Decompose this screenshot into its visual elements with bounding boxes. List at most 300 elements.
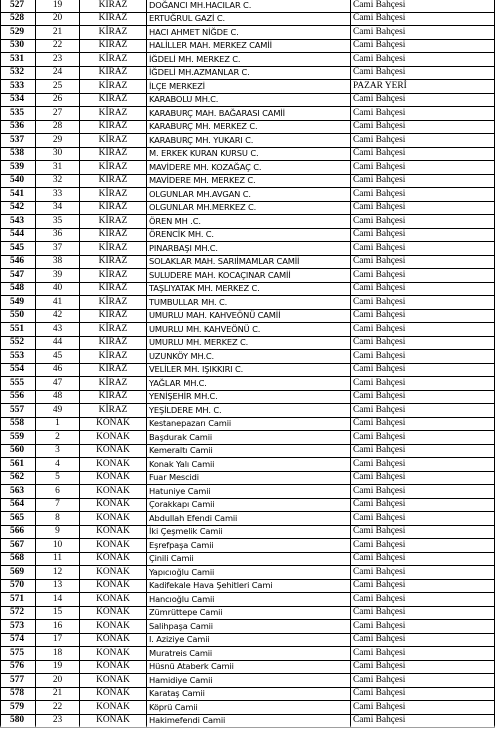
district-cell: KONAK [80, 458, 147, 472]
table-row [1, 39, 495, 53]
district-index-cell: 15 [36, 606, 80, 620]
area-type-cell: Cami Bahçesi [351, 363, 495, 377]
row-number-cell: 561 [1, 458, 36, 472]
area-type-cell: Cami Bahçesi [351, 525, 495, 539]
table-row [1, 93, 495, 107]
location-cell: YEŞİLDERE MH. C. [147, 404, 351, 418]
area-type-cell: Cami Bahçesi [351, 0, 495, 12]
location-cell: HALİLLER MAH. MERKEZ CAMİİ [147, 39, 351, 53]
row-number-cell: 537 [1, 134, 36, 148]
district-cell: KONAK [80, 647, 147, 661]
location-cell: PINARBAŞI MH.C. [147, 242, 351, 256]
location-cell: Hamidiye Camii [147, 674, 351, 688]
district-cell: KONAK [80, 701, 147, 715]
location-cell: KARABURÇ MH. MERKEZ C. [147, 120, 351, 134]
area-type-cell: Cami Bahçesi [351, 647, 495, 661]
area-type-cell: Cami Bahçesi [351, 228, 495, 242]
row-number-cell: 552 [1, 336, 36, 350]
district-index-cell: 21 [36, 687, 80, 701]
row-number-cell: 570 [1, 579, 36, 593]
area-type-cell: Cami Bahçesi [351, 309, 495, 323]
district-index-cell: 39 [36, 269, 80, 283]
district-cell: KİRAZ [80, 80, 147, 94]
row-number-cell: 546 [1, 255, 36, 269]
location-cell: Hancıoğlu Camii [147, 593, 351, 607]
district-index-cell: 48 [36, 390, 80, 404]
row-number-cell: 553 [1, 350, 36, 364]
row-number-cell: 569 [1, 566, 36, 580]
district-cell: KİRAZ [80, 26, 147, 40]
area-type-cell: Cami Bahçesi [351, 471, 495, 485]
row-number-cell: 580 [1, 714, 36, 728]
table-row [1, 404, 495, 418]
table-row [1, 390, 495, 404]
row-number-cell: 558 [1, 417, 36, 431]
location-cell: İĞDELİ MH. MERKEZ C. [147, 53, 351, 67]
row-number-cell: 577 [1, 674, 36, 688]
row-number-cell: 575 [1, 647, 36, 661]
district-index-cell: 12 [36, 566, 80, 580]
table-row [1, 215, 495, 229]
area-type-cell: Cami Bahçesi [351, 93, 495, 107]
table-row [1, 512, 495, 526]
district-index-cell: 8 [36, 512, 80, 526]
area-type-cell: Cami Bahçesi [351, 242, 495, 256]
district-index-cell: 7 [36, 498, 80, 512]
district-index-cell: 25 [36, 80, 80, 94]
district-cell: KİRAZ [80, 377, 147, 391]
location-cell: KARABOLU MH.C. [147, 93, 351, 107]
area-type-cell: Cami Bahçesi [351, 296, 495, 310]
district-index-cell: 46 [36, 363, 80, 377]
district-index-cell: 42 [36, 309, 80, 323]
district-cell: KİRAZ [80, 323, 147, 337]
row-number-cell: 567 [1, 539, 36, 553]
district-cell: KİRAZ [80, 174, 147, 188]
area-type-cell: Cami Bahçesi [351, 674, 495, 688]
location-cell: Başdurak Camii [147, 431, 351, 445]
table-row [1, 161, 495, 175]
row-number-cell: 538 [1, 147, 36, 161]
district-cell: KONAK [80, 674, 147, 688]
row-number-cell: 545 [1, 242, 36, 256]
location-cell: I. Aziziye Camii [147, 633, 351, 647]
table-row [1, 134, 495, 148]
location-cell: Hakimefendi Camii [147, 714, 351, 728]
area-type-cell: Cami Bahçesi [351, 485, 495, 499]
location-cell: UZUNKÖY MH.C. [147, 350, 351, 364]
district-index-cell: 9 [36, 525, 80, 539]
area-type-cell: Cami Bahçesi [351, 255, 495, 269]
area-type-cell: Cami Bahçesi [351, 147, 495, 161]
district-cell: KİRAZ [80, 39, 147, 53]
table-row [1, 174, 495, 188]
district-index-cell: 26 [36, 93, 80, 107]
area-type-cell: Cami Bahçesi [351, 26, 495, 40]
row-number-cell: 559 [1, 431, 36, 445]
row-number-cell: 547 [1, 269, 36, 283]
table-row [1, 606, 495, 620]
district-index-cell: 11 [36, 552, 80, 566]
area-type-cell: Cami Bahçesi [351, 701, 495, 715]
table-row [1, 593, 495, 607]
district-index-cell: 1 [36, 417, 80, 431]
table-row [1, 471, 495, 485]
location-cell: ÖRENCİK MH. C. [147, 228, 351, 242]
row-number-cell: 528 [1, 12, 36, 26]
district-cell: KİRAZ [80, 134, 147, 148]
location-cell: Çorakkapı Camii [147, 498, 351, 512]
district-index-cell: 19 [36, 0, 80, 12]
location-cell: Kestanepazarı Camii [147, 417, 351, 431]
district-cell: KİRAZ [80, 66, 147, 80]
district-cell: KİRAZ [80, 147, 147, 161]
district-index-cell: 16 [36, 620, 80, 634]
area-type-cell: Cami Bahçesi [351, 404, 495, 418]
district-cell: KONAK [80, 687, 147, 701]
district-cell: KONAK [80, 539, 147, 553]
area-type-cell: Cami Bahçesi [351, 39, 495, 53]
location-cell: OLGUNLAR MH.MERKEZ C. [147, 201, 351, 215]
district-cell: KİRAZ [80, 242, 147, 256]
district-index-cell: 22 [36, 701, 80, 715]
district-index-cell: 40 [36, 282, 80, 296]
table-row [1, 444, 495, 458]
area-type-cell: Cami Bahçesi [351, 53, 495, 67]
district-cell: KİRAZ [80, 350, 147, 364]
location-cell: TUMBULLAR MH. C. [147, 296, 351, 310]
row-number-cell: 539 [1, 161, 36, 175]
area-type-cell: Cami Bahçesi [351, 431, 495, 445]
district-cell: KİRAZ [80, 188, 147, 202]
district-index-cell: 2 [36, 431, 80, 445]
district-cell: KONAK [80, 471, 147, 485]
table-row [1, 350, 495, 364]
table-row [1, 26, 495, 40]
location-cell: Karataş Camii [147, 687, 351, 701]
table-row [1, 566, 495, 580]
location-cell: MAVİDERE MH. KOZAĞAÇ C. [147, 161, 351, 175]
area-type-cell: Cami Bahçesi [351, 350, 495, 364]
row-number-cell: 544 [1, 228, 36, 242]
location-cell: Muratreis Camii [147, 647, 351, 661]
area-type-cell: Cami Bahçesi [351, 201, 495, 215]
row-number-cell: 568 [1, 552, 36, 566]
row-number-cell: 571 [1, 593, 36, 607]
district-index-cell: 21 [36, 26, 80, 40]
area-type-cell: Cami Bahçesi [351, 66, 495, 80]
row-number-cell: 535 [1, 107, 36, 121]
district-index-cell: 4 [36, 458, 80, 472]
location-cell: ERTUĞRUL GAZİ C. [147, 12, 351, 26]
table-row [1, 674, 495, 688]
table-row [1, 660, 495, 674]
district-cell: KONAK [80, 552, 147, 566]
location-cell: Köprü Camii [147, 701, 351, 715]
location-cell: UMURLU MH. KAHVEÖNÜ C. [147, 323, 351, 337]
location-cell: SOLAKLAR MAH. SARIİMAMLAR CAMİİ [147, 255, 351, 269]
table-row [1, 539, 495, 553]
location-cell: YENİŞEHİR MH.C. [147, 390, 351, 404]
district-index-cell: 30 [36, 147, 80, 161]
area-type-cell: Cami Bahçesi [351, 458, 495, 472]
row-number-cell: 534 [1, 93, 36, 107]
table-row [1, 363, 495, 377]
area-type-cell: Cami Bahçesi [351, 12, 495, 26]
table-row [1, 309, 495, 323]
district-cell: KİRAZ [80, 255, 147, 269]
district-index-cell: 37 [36, 242, 80, 256]
district-cell: KONAK [80, 579, 147, 593]
row-number-cell: 527 [1, 0, 36, 12]
district-index-cell: 6 [36, 485, 80, 499]
district-index-cell: 45 [36, 350, 80, 364]
district-cell: KONAK [80, 620, 147, 634]
area-type-cell: Cami Bahçesi [351, 390, 495, 404]
row-number-cell: 542 [1, 201, 36, 215]
table-row [1, 633, 495, 647]
table-row [1, 0, 495, 12]
table-row [1, 296, 495, 310]
district-index-cell: 47 [36, 377, 80, 391]
district-cell: KONAK [80, 714, 147, 728]
row-number-cell: 560 [1, 444, 36, 458]
row-number-cell: 543 [1, 215, 36, 229]
row-number-cell: 578 [1, 687, 36, 701]
district-index-cell: 22 [36, 39, 80, 53]
table-row [1, 458, 495, 472]
district-cell: KİRAZ [80, 336, 147, 350]
area-type-cell: Cami Bahçesi [351, 120, 495, 134]
location-cell: M. ERKEK KURAN KURSU C. [147, 147, 351, 161]
location-cell: Salihpaşa Camii [147, 620, 351, 634]
row-number-cell: 529 [1, 26, 36, 40]
district-cell: KONAK [80, 498, 147, 512]
district-index-cell: 33 [36, 188, 80, 202]
district-index-cell: 34 [36, 201, 80, 215]
district-index-cell: 32 [36, 174, 80, 188]
row-number-cell: 540 [1, 174, 36, 188]
location-cell: ÖREN MH .C. [147, 215, 351, 229]
area-type-cell: Cami Bahçesi [351, 107, 495, 121]
row-number-cell: 565 [1, 512, 36, 526]
district-cell: KİRAZ [80, 363, 147, 377]
row-number-cell: 573 [1, 620, 36, 634]
district-cell: KONAK [80, 593, 147, 607]
area-type-cell: Cami Bahçesi [351, 215, 495, 229]
area-type-cell: Cami Bahçesi [351, 269, 495, 283]
area-type-cell: Cami Bahçesi [351, 336, 495, 350]
table-row [1, 525, 495, 539]
district-cell: KİRAZ [80, 12, 147, 26]
area-type-cell: Cami Bahçesi [351, 323, 495, 337]
location-cell: VELİLER MH. IŞIKKIRI C. [147, 363, 351, 377]
row-number-cell: 554 [1, 363, 36, 377]
row-number-cell: 533 [1, 80, 36, 94]
district-index-cell: 18 [36, 647, 80, 661]
area-type-cell: Cami Bahçesi [351, 282, 495, 296]
page-cut-edge [0, 725, 495, 729]
district-index-cell: 5 [36, 471, 80, 485]
area-type-cell: Cami Bahçesi [351, 606, 495, 620]
area-type-cell: Cami Bahçesi [351, 579, 495, 593]
district-cell: KİRAZ [80, 201, 147, 215]
table-row [1, 620, 495, 634]
location-cell: HACI AHMET NİĞDE C. [147, 26, 351, 40]
table-row [1, 417, 495, 431]
district-index-cell: 29 [36, 134, 80, 148]
row-number-cell: 556 [1, 390, 36, 404]
location-cell: SULUDERE MAH. KOCAÇINAR CAMİİ [147, 269, 351, 283]
location-cell: YAĞLAR MH.C. [147, 377, 351, 391]
area-type-cell: Cami Bahçesi [351, 633, 495, 647]
district-cell: KİRAZ [80, 161, 147, 175]
district-index-cell: 49 [36, 404, 80, 418]
table-row [1, 53, 495, 67]
district-cell: KİRAZ [80, 296, 147, 310]
district-cell: KİRAZ [80, 390, 147, 404]
district-index-cell: 13 [36, 579, 80, 593]
row-number-cell: 536 [1, 120, 36, 134]
area-type-cell: Cami Bahçesi [351, 552, 495, 566]
row-number-cell: 572 [1, 606, 36, 620]
table-row [1, 579, 495, 593]
table-row [1, 552, 495, 566]
table-row [1, 147, 495, 161]
location-cell: Kadifekale Hava Şehitleri Cami [147, 579, 351, 593]
location-cell: OLGUNLAR MH.AVGAN C. [147, 188, 351, 202]
location-cell: Fuar Mescidi [147, 471, 351, 485]
row-number-cell: 574 [1, 633, 36, 647]
district-cell: KİRAZ [80, 53, 147, 67]
row-number-cell: 576 [1, 660, 36, 674]
district-cell: KİRAZ [80, 228, 147, 242]
row-number-cell: 551 [1, 323, 36, 337]
table-row [1, 269, 495, 283]
row-number-cell: 532 [1, 66, 36, 80]
district-index-cell: 10 [36, 539, 80, 553]
area-type-cell: Cami Bahçesi [351, 188, 495, 202]
table-row [1, 120, 495, 134]
area-type-cell: Cami Bahçesi [351, 566, 495, 580]
table-row [1, 377, 495, 391]
location-cell: DOĞANCI MH.HACILAR C. [147, 0, 351, 12]
row-number-cell: 557 [1, 404, 36, 418]
district-index-cell: 31 [36, 161, 80, 175]
table-row [1, 201, 495, 215]
location-cell: Konak Yalı Camii [147, 458, 351, 472]
area-type-cell: Cami Bahçesi [351, 444, 495, 458]
location-cell: Abdullah Efendi Camii [147, 512, 351, 526]
row-number-cell: 562 [1, 471, 36, 485]
location-cell: İLÇE MERKEZİ [147, 80, 351, 94]
area-type-cell: Cami Bahçesi [351, 417, 495, 431]
location-cell: UMURLU MH. MERKEZ C. [147, 336, 351, 350]
row-number-cell: 564 [1, 498, 36, 512]
location-cell: Çinili Camii [147, 552, 351, 566]
location-cell: Yapıcıoğlu Camii [147, 566, 351, 580]
area-type-cell: Cami Bahçesi [351, 593, 495, 607]
district-index-cell: 17 [36, 633, 80, 647]
district-index-cell: 3 [36, 444, 80, 458]
district-cell: KİRAZ [80, 269, 147, 283]
row-number-cell: 579 [1, 701, 36, 715]
district-index-cell: 28 [36, 120, 80, 134]
district-cell: KONAK [80, 444, 147, 458]
area-type-cell: Cami Bahçesi [351, 161, 495, 175]
district-cell: KONAK [80, 606, 147, 620]
district-cell: KONAK [80, 566, 147, 580]
district-index-cell: 35 [36, 215, 80, 229]
table-row [1, 66, 495, 80]
area-type-cell: Cami Bahçesi [351, 512, 495, 526]
district-index-cell: 43 [36, 323, 80, 337]
table-row [1, 107, 495, 121]
district-index-cell: 20 [36, 674, 80, 688]
table-row [1, 323, 495, 337]
district-index-cell: 38 [36, 255, 80, 269]
location-cell: İĞDELİ MH.AZMANLAR C. [147, 66, 351, 80]
district-cell: KONAK [80, 660, 147, 674]
district-cell: KONAK [80, 431, 147, 445]
area-type-cell: Cami Bahçesi [351, 620, 495, 634]
district-index-cell: 36 [36, 228, 80, 242]
district-cell: KONAK [80, 485, 147, 499]
area-type-cell: Cami Bahçesi [351, 174, 495, 188]
district-cell: KONAK [80, 525, 147, 539]
area-type-cell: Cami Bahçesi [351, 660, 495, 674]
row-number-cell: 530 [1, 39, 36, 53]
location-cell: Hatuniye Camii [147, 485, 351, 499]
district-cell: KONAK [80, 417, 147, 431]
district-index-cell: 14 [36, 593, 80, 607]
table-row [1, 12, 495, 26]
table-row [1, 485, 495, 499]
district-cell: KİRAZ [80, 93, 147, 107]
table-row [1, 431, 495, 445]
row-number-cell: 548 [1, 282, 36, 296]
location-cell: KARABURÇ MAH. BAĞARASI CAMİİ [147, 107, 351, 121]
location-cell: Eşrefpaşa Camii [147, 539, 351, 553]
table-row [1, 255, 495, 269]
district-index-cell: 23 [36, 714, 80, 728]
row-number-cell: 550 [1, 309, 36, 323]
area-type-cell: Cami Bahçesi [351, 377, 495, 391]
table-row [1, 188, 495, 202]
district-index-cell: 20 [36, 12, 80, 26]
area-type-cell: PAZAR YERİ [351, 80, 495, 94]
district-cell: KİRAZ [80, 282, 147, 296]
district-index-cell: 24 [36, 66, 80, 80]
row-number-cell: 541 [1, 188, 36, 202]
location-cell: Hüsnü Ataberk Camii [147, 660, 351, 674]
district-cell: KİRAZ [80, 404, 147, 418]
location-cell: Zümrüttepe Camii [147, 606, 351, 620]
location-cell: UMURLU MAH. KAHVEÖNÜ CAMİİ [147, 309, 351, 323]
row-number-cell: 549 [1, 296, 36, 310]
row-number-cell: 555 [1, 377, 36, 391]
table-row [1, 701, 495, 715]
table-row [1, 242, 495, 256]
area-type-cell: Cami Bahçesi [351, 498, 495, 512]
table-row [1, 282, 495, 296]
table-body [1, 0, 495, 728]
district-cell: KİRAZ [80, 107, 147, 121]
table-row [1, 498, 495, 512]
district-cell: KONAK [80, 512, 147, 526]
district-cell: KİRAZ [80, 120, 147, 134]
table-row [1, 336, 495, 350]
